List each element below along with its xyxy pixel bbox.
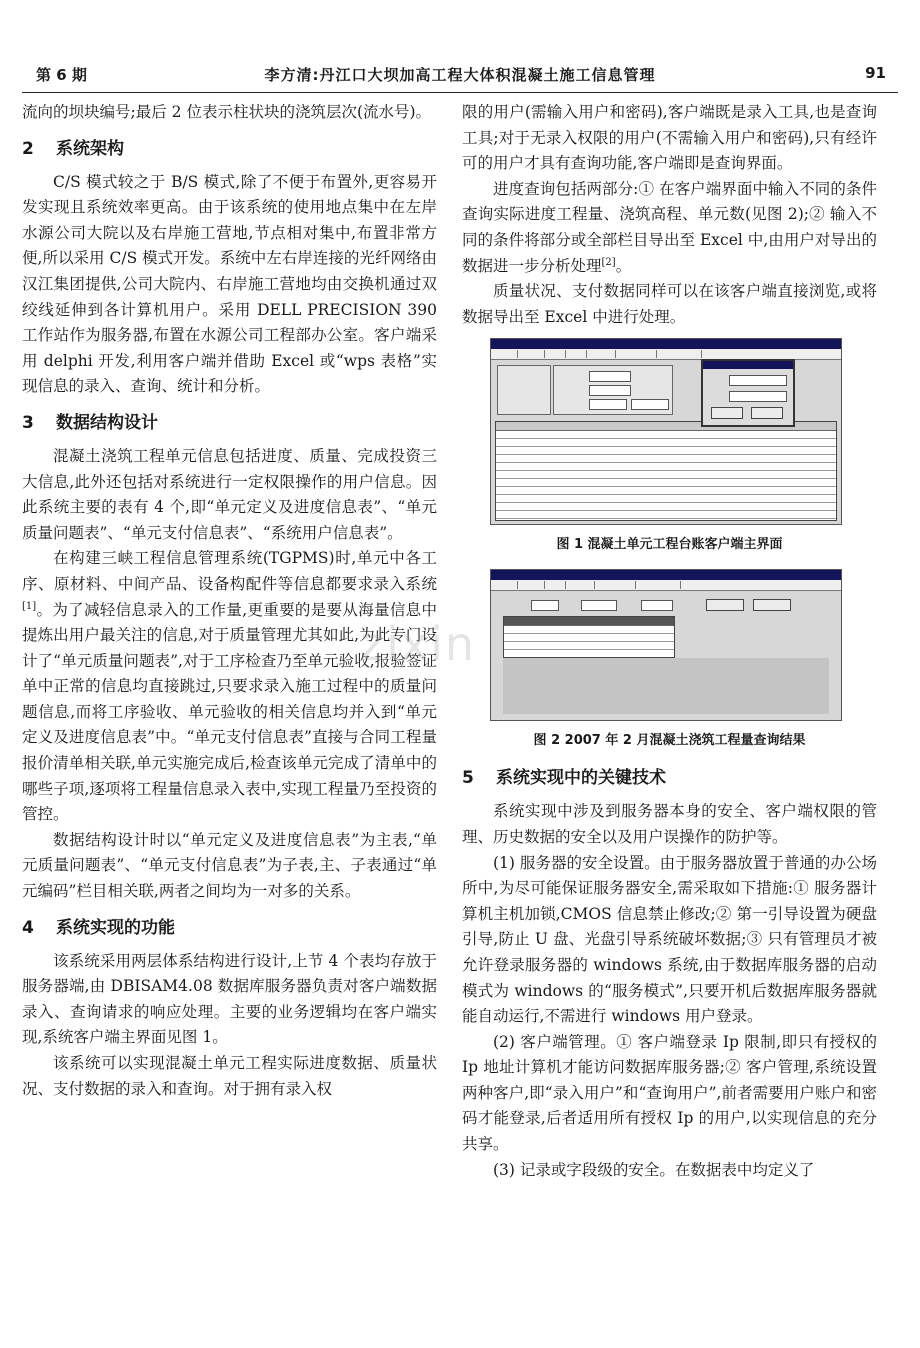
page-number: 91 [865,64,886,82]
empty-grid-area [503,658,829,714]
cancel-button[interactable] [751,407,783,419]
left-column [22,100,437,1102]
tab [518,581,545,589]
tab [587,350,616,358]
date-field[interactable] [631,399,669,410]
paragraph-text: 。为了减轻信息录入的工作量,更重要的是要从海量信息中提炼出用户最关注的信息,对于质量管理尤其如此,为此专门设计了“单元质量问题表”,对于工序检查乃至单元验收,报验签证单中正常的信息均直接跳过,只要求录入施工过程中的质量问题信息,而将工序验收、单元验收的相关信息均并入到“单元定义及进度信息表”中。“单元支付信息表”直接与合同工程量报价清单相关联,单元实施完成后,检查该单元完成了清单中的哪些子项,逐项将工程量信息录入表中,实现工程量乃至投资的管控。 [22,600,437,824]
section-heading-2 [22,136,437,162]
window-titlebar [491,570,841,580]
paragraph: C/S 模式较之于 B/S 模式,除了不便于布置外,更容易开发实现且系统效率更高。由于该系统的使用地点集中在左岸水源公司大院以及右岸施工营地,节点相对集中,布置非常方便,所以采用 C/S 模式开发。系统中左右岸连接的光纤网络由汉江集团提供,公司大院内、右岸施工营地均由交换机通过双绞线延伸到各计算机用户。采用 DELL PRECISION 390 工作站作为服务器,布置在水源公司工程部办公室。客户端采用 delphi 开发,利用客户端并借助 Excel 或“wps 表格”实现信息的录入、查询、统计和分析。 [22,172,437,396]
paragraph: 该系统可以实现混凝土单元工程实际进度数据、质量状况、支付数据的录入和查询。对于拥有录入权 [22,1054,437,1098]
table-row[interactable] [496,455,836,463]
paragraph-text: 在构建三峡工程信息管理系统(TGPMS)时,单元中各工序、原材料、中间产品、设备构配件等信息都要求录入系统 [22,549,437,593]
tab [566,350,587,358]
date-field[interactable] [589,399,627,410]
running-header [22,62,898,88]
query-field[interactable] [641,600,673,611]
paragraph: 系统实现中涉及到服务器本身的安全、客户端权限的管理、历史数据的安全以及用户误操作的防护等。 [462,802,877,846]
tab [545,350,566,358]
tab [518,350,545,358]
ok-button[interactable] [711,407,743,419]
figure-2-screenshot [490,569,842,721]
options-panel [497,365,551,415]
section-heading-4 [22,915,437,941]
table-row[interactable] [496,463,836,471]
table-row[interactable] [496,495,836,503]
running-title: 李方清:丹江口大坝加高工程大体积混凝土施工信息管理 [264,66,656,84]
username-field[interactable] [729,375,787,386]
paragraph: 限的用户(需输入用户和密码),客户端既是录入工具,也是查询工具;对于无录入权限的用户(不需输入用户和密码),只有经许可的用户才具有查询功能,客户端即是查询界面。 [462,103,877,173]
paragraph: 数据结构设计时以“单元定义及进度信息表”为主表,“单元质量问题表”、“单元支付信息表”为子表,主、子表通过“单元编码”栏目相关联,两者之间均为一对多的关系。 [22,830,437,901]
grid-header [504,617,674,626]
paragraph: 混凝土浇筑工程单元信息包括进度、质量、完成投资三大信息,此外还包括对系统进行一定权限操作的用户信息。因此系统主要的表有 4 个,即“单元定义及进度信息表”、“单元质量问题表”、“单元支付信息表”、“系统用户信息表”。 [22,446,437,542]
result-grid [503,616,675,658]
paragraph: 该系统采用两层体系结构进行设计,上节 4 个表均存放于服务器端,由 DBISAM4.08 数据库服务器负责对客户端数据录入、查询请求的响应处理。主要的业务逻辑均在客户端实现,系统客户端主界面见图 1。 [22,951,437,1047]
paragraph: 流向的坝块编号;最后 2 位表示柱状块的浇筑层次(流水号)。 [22,103,432,121]
window-titlebar [491,339,841,349]
issue-number: 第 6 期 [36,66,87,84]
table-row[interactable] [504,634,674,642]
password-field[interactable] [729,391,787,402]
tab [566,581,595,589]
paragraph-text: 。 [615,256,632,275]
paragraph: 质量状况、支付数据同样可以在该客户端直接浏览,或将数据导出至 Excel 中进行处理。 [462,282,877,326]
tab [657,350,702,358]
table-row[interactable] [496,431,836,439]
paragraph [22,546,437,828]
table-row[interactable] [496,511,836,519]
table-row[interactable] [496,439,836,447]
paragraph: (2) 客户端管理。① 客户端登录 Ip 限制,即只有授权的 Ip 地址计算机才能访问数据库服务器;② 客户管理,系统设置两种客户,即“录入用户”和“查询用户”,前者需要用户账户和密码才能登录,后者适用所有授权 Ip 的用户,以实现信息的充分共享。 [462,1032,877,1154]
right-column [462,100,877,1183]
paragraph-text: 进度查询包括两部分:① 在客户端界面中输入不同的条件查询实际进度工程量、浇筑高程、单元数(见图 2);② 输入不同的条件将部分或全部栏目导出至 Excel 中,由用户对导出的数据进一步分析处理 [462,179,877,275]
table-row[interactable] [496,503,836,511]
tab [616,350,657,358]
section-number: 2 [22,138,34,159]
login-dialog [701,359,795,427]
query-field[interactable] [581,600,617,611]
dialog-titlebar [703,361,793,369]
query-field[interactable] [531,600,559,611]
section-title: 系统架构 [56,138,124,159]
section-title: 数据结构设计 [56,412,158,433]
table-row[interactable] [496,487,836,495]
section-number: 5 [462,768,474,789]
citation: [2] [601,256,616,268]
table-row[interactable] [496,479,836,487]
paragraph: (3) 记录或字段级的安全。在数据表中均定义了 [493,1160,815,1179]
data-grid [495,421,837,521]
section-title: 系统实现中的关键技术 [496,768,666,789]
section-heading-5 [462,765,877,791]
section-title: 系统实现的功能 [56,917,175,938]
header-rule [22,92,898,93]
figure-1-caption: 图 1 混凝土单元工程台账客户端主界面 [556,537,783,553]
tab [545,581,566,589]
tab [491,350,518,358]
query-field[interactable] [589,371,631,382]
figure-1-screenshot [490,338,842,525]
tab [491,581,518,589]
paragraph: (1) 服务器的安全设置。由于服务器放置于普通的办公场所中,为尽可能保证服务器安全,需采取如下措施:① 服务器计算机主机加锁,CMOS 信息禁止修改;② 第一引导设置为硬盘引导,防止 U 盘、光盘引导系统破坏数据;③ 只有管理员才被允许登录服务器的 windows 系统,由于数据库服务器的启动模式为 windows 的“服务模式”,只要开机后数据库服务器就能自动运行,不需进行 windows 用户登录。 [462,853,877,1026]
section-heading-3 [22,410,437,436]
watermark: zixin [360,617,477,671]
export-button[interactable] [753,599,791,611]
section-number: 4 [22,917,34,938]
citation: [1] [22,600,37,612]
query-button[interactable] [706,599,744,611]
query-field[interactable] [589,385,631,396]
tab [595,581,636,589]
table-row[interactable] [496,447,836,455]
figure-2-caption: 图 2 2007 年 2 月混凝土浇筑工程量查询结果 [533,733,806,749]
paragraph [462,177,877,279]
table-row[interactable] [504,642,674,650]
tab [636,581,681,589]
section-number: 3 [22,412,34,433]
table-row[interactable] [496,471,836,479]
table-row[interactable] [504,626,674,634]
